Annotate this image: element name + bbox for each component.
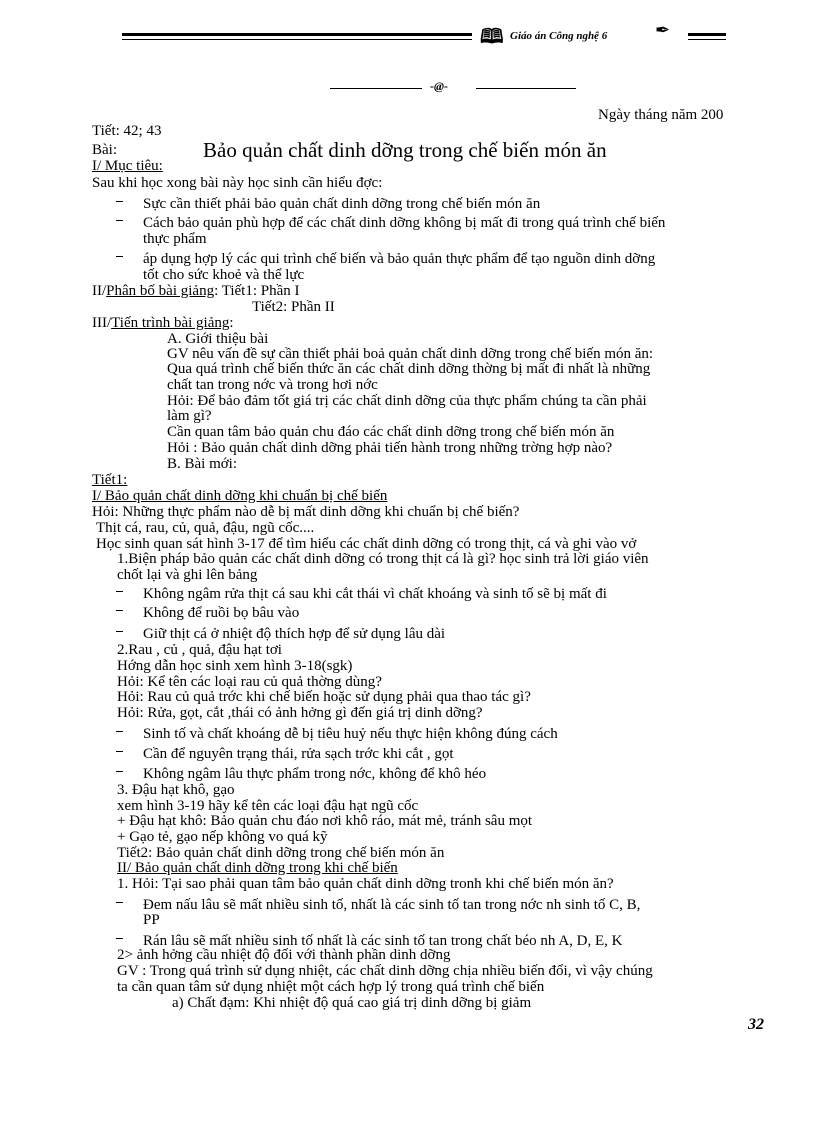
intro-line-1: A. Giới thiệu bài: [167, 331, 269, 347]
tiet-line: Tiết: 42; 43: [92, 123, 162, 139]
meat-bullet-3: Giữ thịt cá ở nhiệt độ thích hợp để sử dụng lâu dài: [143, 626, 446, 642]
tail-line-2: GV : Trong quá trình sử dụng nhiệt, các chất dinh dỡng chịa nhiều biến đổi, vì vậy chúng: [117, 963, 653, 979]
bullet-dash: [116, 591, 123, 592]
veg-line-5: Hỏi: Rửa, gọt, cắt ,thái có ảnh hởng gì đến giá trị dinh dỡng?: [117, 705, 483, 721]
grain-line-4: + Gạo tẻ, gạo nếp không vo quá kỹ: [117, 829, 328, 845]
bullet-dash: [116, 902, 123, 903]
bullet-dash: [116, 256, 123, 257]
objective-2: Cách bảo quản phù hợp để các chất dinh dỡng không bị mất đi trong quá trình chế biến: [143, 215, 666, 231]
header-rule-right-thin: [688, 39, 726, 40]
grain-line-5: Tiết2: Bảo quản chất dinh dỡng trong chế biến món ăn: [117, 845, 445, 861]
meat-bullet-2: Không để ruồi bọ bâu vào: [143, 605, 300, 621]
veg-bullet-2: Cần để nguyên trạng thái, rửa sạch trớc khi cắt , gọt: [143, 746, 454, 762]
book-icon: 🕮: [480, 26, 504, 48]
ornament-rule-right: [476, 88, 576, 89]
tail-line-4: a) Chất đạm: Khi nhiệt độ quá cao giá trị dinh dỡng bị giảm: [172, 995, 532, 1011]
grain-line-1: 3. Đậu hạt khô, gạo: [117, 782, 235, 798]
grain-line-3: + Đậu hạt khô: Bảo quản chu đáo nơi khô ráo, mát mẻ, tránh sâu mọt: [117, 813, 533, 829]
objective-2-cont: thực phẩm: [143, 231, 207, 247]
body-line-2: Thịt cá, rau, củ, quả, đậu, ngũ cốc....: [96, 520, 315, 536]
lesson-title: Bảo quản chất dinh dỡng trong chế biến món ăn: [203, 138, 607, 162]
pen-icon: ✒: [655, 20, 671, 40]
part-2-bullet-1: Đem nấu lâu sẽ mất nhiều sinh tố, nhất là các sinh tố tan trong nớc nh sinh tố C, B,: [143, 897, 641, 913]
body-line-1: Hỏi: Những thực phẩm nào dễ bị mất dinh dỡng khi chuẩn bị chế biến?: [92, 504, 520, 520]
tail-line-1: 2> ảnh hởng cầu nhiệt độ đối với thành phần dinh dỡng: [117, 947, 451, 963]
intro-line-4: chất tan trong nớc và trong hơi nớc: [167, 377, 378, 393]
bullet-dash: [116, 751, 123, 752]
intro-line-7: Cần quan tâm bảo quản chu đáo các chất dinh dỡng trong chế biến món ăn: [167, 424, 615, 440]
veg-line-3: Hỏi: Kể tên các loại rau củ quả thờng dùng?: [117, 674, 382, 690]
objective-3: áp dụng hợp lý các qui trình chế biến và bảo quản thực phẩm để tạo nguồn dinh dỡng: [143, 251, 656, 267]
bullet-dash: [116, 771, 123, 772]
tiet1-label: Tiết1:: [92, 472, 128, 488]
bullet-dash: [116, 731, 123, 732]
section-2-tiet2: Tiết2: Phần II: [252, 299, 335, 315]
body-line-3: Học sinh quan sát hình 3-17 để tìm hiểu các chất dinh dỡng có trong thịt, cá và ghi vào vở: [96, 536, 637, 552]
grain-line-2: xem hình 3-19 hãy kể tên các loại đậu hạt ngũ cốc: [117, 798, 419, 814]
intro-line-2: GV nêu vấn đề sự cần thiết phải boả quản chất dinh dỡng trong chế biến món ăn:: [167, 346, 654, 362]
body-line-4: 1.Biện pháp bảo quản các chất dinh dỡng có trong thịt cá là gì? học sinh trả lời giáo viên: [117, 551, 649, 567]
objective-3-cont: tốt cho sức khoẻ và thể lực: [143, 267, 305, 283]
bai-label: Bài:: [92, 142, 117, 158]
section-2-title-line: [92, 283, 300, 299]
veg-bullet-1: Sinh tố và chất khoáng dễ bị tiêu huỷ nếu thực hiện không đúng cách: [143, 726, 558, 742]
section-3-title: Tiến trình bài giảng: [111, 315, 230, 331]
center-ornament: -@-: [430, 79, 448, 93]
section-1-title: I/ Mục tiêu:: [92, 158, 163, 174]
intro-line-3: Qua quá trình chế biến thức ăn các chất dinh dỡng thờng bị mất đi nhất là những: [167, 361, 651, 377]
veg-line-1: 2.Rau , củ , quả, đậu hạt tơi: [117, 642, 282, 658]
section-2-tiet1: : Tiết1: Phần I: [214, 283, 300, 299]
intro-line-8: Hỏi : Bảo quản chất dinh dỡng phải tiến hành trong những trờng hợp nào?: [167, 440, 613, 456]
objectives-intro: Sau khi học xong bài này học sinh cần hiểu đợc:: [92, 175, 383, 191]
bullet-dash: [116, 938, 123, 939]
meat-bullet-1: Không ngâm rửa thịt cá sau khi cắt thái vì chất khoáng và sinh tố sẽ bị mất đi: [143, 586, 607, 602]
date-line: Ngày tháng năm 200: [598, 107, 724, 123]
bullet-dash: [116, 631, 123, 632]
part-2-title: II/ Bảo quản chất dinh dỡng trong khi chế biến: [117, 860, 398, 876]
part-2-bullet-1-cont: PP: [143, 912, 160, 928]
book-title: Giáo án Công nghệ 6: [510, 30, 608, 42]
tail-line-3: ta cần quan tâm sử dụng nhiệt một cách hợp lý trong quá trình chế biến: [117, 979, 545, 995]
section-3-prefix: III/: [92, 315, 112, 331]
veg-line-2: Hớng dẫn học sinh xem hình 3-18(sgk): [117, 658, 353, 674]
header-rule-left: [122, 33, 472, 36]
section-2-prefix: II/: [92, 283, 107, 299]
bullet-dash: [116, 220, 123, 221]
ornament-rule-left: [330, 88, 422, 89]
part-2-question: 1. Hỏi: Tại sao phải quan tâm bảo quản chất dinh dỡng tronh khi chế biến món ăn?: [117, 876, 614, 892]
intro-line-5: Hỏi: Để bảo đảm tốt giá trị các chất dinh dỡng của thực phẩm chúng ta cần phải: [167, 393, 647, 409]
veg-bullet-3: Không ngâm lâu thực phẩm trong nớc, không để khô héo: [143, 766, 487, 782]
section-2-title: Phân bố bài giảng: [106, 283, 215, 299]
header-rule-right: [688, 33, 726, 36]
bullet-dash: [116, 201, 123, 202]
veg-line-4: Hỏi: Rau củ quả trớc khi chế biến hoặc sử dụng phải qua thao tác gì?: [117, 689, 531, 705]
header-rule-left-thin: [122, 39, 472, 40]
objective-1: Sực cần thiết phải bảo quản chất dinh dỡng trong chế biến món ăn: [143, 196, 541, 212]
section-3-title-line: [92, 315, 234, 331]
section-3-colon: :: [229, 315, 234, 331]
intro-line-6: làm gì?: [167, 408, 212, 424]
bullet-dash: [116, 610, 123, 611]
intro-line-9: B. Bài mới:: [167, 456, 238, 472]
page-number: 32: [748, 1016, 764, 1033]
part-1-title: I/ Bảo quản chất dinh dỡng khi chuẩn bị chế biến: [92, 488, 388, 504]
body-line-5: chốt lại và ghi lên bảng: [117, 567, 258, 583]
part-2-bullet-2: Rán lâu sẽ mất nhiều sinh tố nhất là các sinh tố tan trong chất béo nh A, D, E, K: [143, 933, 623, 949]
